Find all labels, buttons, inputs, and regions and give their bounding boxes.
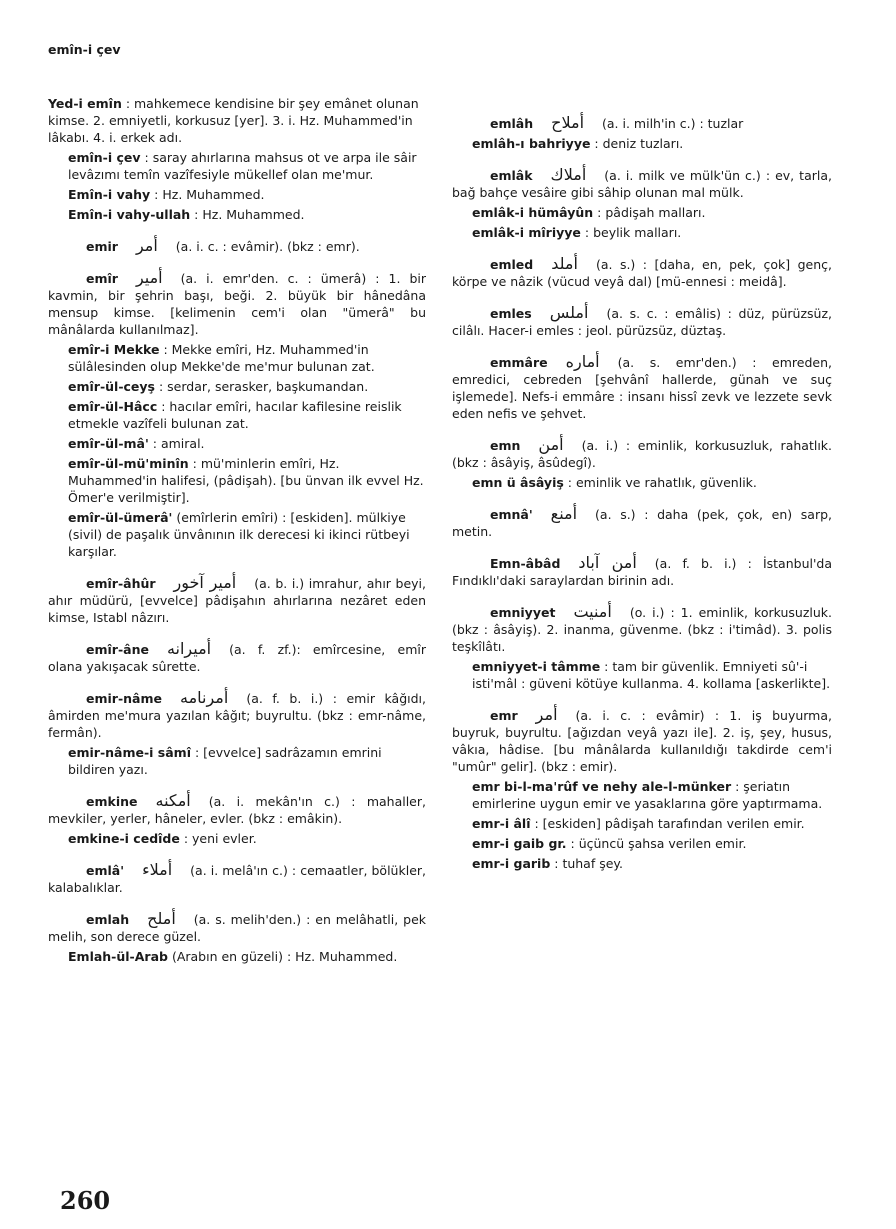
entry-arabic-script: أملاح (551, 113, 585, 132)
entry-definition: : Hz. Muhammed. (150, 187, 265, 202)
entry-definition: (a. s. melih'den.) : en melâhatli, pek melih, son derece güzel. (48, 912, 426, 944)
dictionary-entry (452, 304, 832, 339)
page-number: 260 (60, 1186, 111, 1215)
dictionary-entry (48, 861, 426, 896)
entry-arabic-script: أمنيت (573, 602, 612, 621)
entry-arabic-script: أمر (135, 236, 158, 255)
dictionary-entry (48, 830, 426, 847)
running-header: emîn-i çev (48, 42, 121, 57)
dictionary-entry (48, 574, 426, 626)
dictionary-entry (48, 237, 426, 255)
entry-arabic-script: أملاك (550, 165, 587, 184)
entry-headword: emn ü âsâyiş (472, 475, 564, 490)
entry-headword: emlâk (490, 168, 533, 183)
entry-definition: (a. i.) : eminlik, korkusuzluk, rahatlık. (bkz : âsâyiş, âsûdegî). (452, 438, 832, 470)
entry-headword: emîr-âhûr (86, 576, 156, 591)
entry-definition: : serdar, serasker, başkumandan. (155, 379, 369, 394)
entry-headword: emlah (86, 912, 130, 927)
entry-headword: Emîn-i vahy (68, 187, 151, 202)
entry-headword: emîr (86, 271, 118, 286)
dictionary-entry (452, 835, 832, 852)
entry-headword: emîn-i çev (68, 150, 141, 165)
entry-definition: (a. f. b. i.) : emir kâğıdı, âmirden me'mura yazılan kâğıt; buyrultu. (bkz : emr-nâme, fermân). (48, 691, 426, 740)
entry-definition: (a. s. c. : emâlis) : düz, pürüzsüz, cilâlı. Hacer-i emles : jeol. pürüzsüz, düztaş. (452, 306, 832, 338)
dictionary-entry (48, 149, 426, 183)
entry-arabic-script: أملد (551, 254, 578, 273)
entry-headword: emled (490, 257, 534, 272)
entry-arabic-script: أمكنه (155, 791, 191, 810)
entry-definition: (a. i. milh'in c.) : tuzlar (602, 116, 744, 131)
entry-definition: : [eskiden] pâdişah tarafından verilen emir. (530, 816, 805, 831)
entry-arabic-script: أملاء (142, 860, 173, 879)
entry-definition: : mü'minlerin emîri, Hz. Muhammed'in halifesi, (pâdişah). [bu ünvan ilk evvel Hz. Ömer'e verilmiştir]. (68, 456, 424, 505)
dictionary-entry (452, 224, 832, 241)
entry-headword: emkine-i cedîde (68, 831, 180, 846)
dictionary-entry (452, 603, 832, 655)
dictionary-entry (452, 855, 832, 872)
dictionary-entry (452, 204, 832, 221)
dictionary-entry (452, 554, 832, 589)
dictionary-entry (48, 744, 426, 778)
dictionary-entry (452, 474, 832, 491)
entry-definition: (a. s. emr'den.) : emreden, emredici, cebreden [şehvânî hallerde, günah ve suç işlemede]. Nefs-i emmâre : insanı hissî zevk ve lezzete sevk eden nefis ve şehvet. (452, 355, 832, 421)
entry-arabic-script: أمن (538, 435, 564, 454)
entry-definition: : üçüncü şahsa verilen emir. (566, 836, 747, 851)
entry-arabic-script: أماره (565, 352, 600, 371)
entry-headword: emir-nâme-i sâmî (68, 745, 191, 760)
dictionary-entry (48, 95, 426, 146)
entry-definition: (a. i. c. : evâmir) : 1. iş buyurma, buyruk, buyrultu. [ağızdan veyâ yazı ile]. 2. iş, şey, husus, vâkıa, hâdise. [bu mânâlarda kullanıldığı takdirde cem'i "umûr" gelir]. (bkz : emir). (452, 708, 832, 774)
entry-headword: emr-i gaib gr. (472, 836, 567, 851)
dictionary-entry (48, 341, 426, 375)
entry-headword: emr (490, 708, 518, 723)
entry-headword: emr-i garib (472, 856, 551, 871)
entry-definition: (a. i. c. : evâmir). (bkz : emr). (175, 239, 360, 254)
entry-definition: : [evvelce] sadrâzamın emrini bildiren yazı. (68, 745, 382, 777)
entry-arabic-script: أمير (135, 268, 163, 287)
dictionary-entry (48, 269, 426, 338)
entry-arabic-script: أملس (549, 303, 589, 322)
entry-headword: emlâ' (86, 863, 125, 878)
dictionary-entry (48, 792, 426, 827)
entry-definition: (a. i. mekân'ın c.) : mahaller, mevkiler, yerler, hâneler, evler. (bkz : emâkin). (48, 794, 426, 826)
entry-headword: emkine (86, 794, 138, 809)
entry-arabic-script: أمير آخور (173, 573, 237, 592)
entry-definition: (a. b. i.) imrahur, ahır beyi, ahır müdürü, [evvelce] pâdişahın ahırlarına nezâret eden kimse, Istabl nâzırı. (48, 576, 426, 625)
entry-definition: (o. i.) : 1. eminlik, korkusuzluk. (bkz : âsâyiş). 2. inanma, güvenme. (bkz : i'timâd). 3. polis teşkîlâtı. (452, 605, 832, 654)
entry-definition: : mahkemece kendisine bir şey emânet olunan kimse. 2. emniyetli, korkusuz [yer]. 3. i. Hz. Muhammed'in lâkabı. 4. i. erkek adı. (48, 96, 419, 145)
entry-definition: : saray ahırlarına mahsus ot ve arpa ile sâir levâzımı temîn vazîfesiyle mükellef olan me'mur. (68, 150, 417, 182)
entry-definition: (emîrlerin emîri) : [eskiden]. mülkiye (sivil) de paşalık ünvânının ilk derecesi ki ikinci rütbeyi karşılar. (68, 510, 410, 559)
entry-arabic-script: أمنع (550, 504, 578, 523)
dictionary-entry (452, 353, 832, 422)
dictionary-entry (48, 435, 426, 452)
right-column (452, 100, 832, 875)
entry-arabic-script: أملح (147, 909, 176, 928)
dictionary-entry (48, 378, 426, 395)
entry-headword: emir-nâme (86, 691, 162, 706)
dictionary-entry (48, 640, 426, 675)
entry-definition: : şeriatın emirlerine uygun emir ve yasaklarına göre yaptırmama. (472, 779, 823, 811)
entry-definition: (a. i. milk ve mülk'ün c.) : ev, tarla, bağ bahçe vesâire gibi sâhip olunan mal mülk. (452, 168, 832, 200)
entry-definition: (a. f. zf.): emîrcesine, emîr olana yakışacak sûrette. (48, 642, 426, 674)
entry-definition: : tuhaf şey. (550, 856, 624, 871)
entry-definition: (a. f. b. i.) : İstanbul'da Fındıklı'daki saraylardan birinin adı. (452, 556, 832, 588)
entry-headword: emles (490, 306, 532, 321)
left-column (48, 95, 426, 968)
entry-definition: (Arabın en güzeli) : Hz. Muhammed. (167, 949, 398, 964)
dictionary-entry (48, 910, 426, 945)
dictionary-entry (452, 658, 832, 692)
entry-headword: emnâ' (490, 507, 533, 522)
entry-headword: Emîn-i vahy-ullah (68, 207, 191, 222)
entry-definition: : yeni evler. (179, 831, 257, 846)
entry-headword: Emlah-ül-Arab (68, 949, 168, 964)
entry-headword: emîr-ül-Hâcc (68, 399, 158, 414)
dictionary-entry (48, 689, 426, 741)
dictionary-entry (452, 166, 832, 201)
entry-headword: emîr-âne (86, 642, 149, 657)
entry-definition: : Hz. Muhammed. (190, 207, 305, 222)
entry-headword: emîr-ül-mü'minîn (68, 456, 189, 471)
dictionary-entry (48, 206, 426, 223)
entry-headword: emîr-ül-mâ' (68, 436, 149, 451)
entry-headword: emr-i âlî (472, 816, 531, 831)
dictionary-entry (48, 186, 426, 203)
entry-headword: Yed-i emîn (48, 96, 122, 111)
entry-headword: emn (490, 438, 521, 453)
entry-headword: emniyyet-i tâmme (472, 659, 601, 674)
entry-headword: emmâre (490, 355, 548, 370)
entry-definition: : amiral. (148, 436, 205, 451)
dictionary-entry (452, 706, 832, 775)
dictionary-entry (452, 778, 832, 812)
entry-headword: emlâh-ı bahriyye (472, 136, 591, 151)
entry-definition: : beylik malları. (580, 225, 682, 240)
entry-definition: (a. s.) : [daha, en, pek, çok] genç, körpe ve nâzik (vücud veyâ dal) [mü-ennesi : meidâ]. (452, 257, 832, 289)
entry-headword: emniyyet (490, 605, 556, 620)
entry-headword: emîr-i Mekke (68, 342, 160, 357)
entry-headword: emlâk-i hümâyûn (472, 205, 594, 220)
entry-arabic-script: أميرانه (166, 639, 212, 658)
entry-definition: : eminlik ve rahatlık, güvenlik. (563, 475, 757, 490)
entry-arabic-script: أمر (535, 705, 558, 724)
entry-definition: : tam bir güvenlik. Emniyeti sû'-i isti'mâl : güveni kötüye kullanma. 4. kollama [askerlikte]. (472, 659, 831, 691)
dictionary-entry (48, 509, 426, 560)
entry-definition: (a. s.) : daha (pek, çok, en) sarp, metin. (452, 507, 832, 539)
entry-definition: : hacılar emîri, hacılar kafilesine reislik etmekle vazîfeli bulunan zat. (68, 399, 402, 431)
dictionary-entry (452, 114, 832, 132)
entry-arabic-script: أمن آباد (578, 553, 637, 572)
entry-arabic-script: أمرنامه (179, 688, 229, 707)
dictionary-entry (452, 815, 832, 832)
dictionary-entry (48, 455, 426, 506)
entry-definition: (a. i. melâ'ın c.) : cemaatler, bölükler, kalabalıklar. (48, 863, 426, 895)
entry-headword: emîr-ül-ümerâ' (68, 510, 173, 525)
entry-definition: : deniz tuzları. (590, 136, 684, 151)
entry-headword: emlâh (490, 116, 534, 131)
dictionary-entry (452, 255, 832, 290)
dictionary-entry (48, 948, 426, 965)
entry-headword: emlâk-i mîriyye (472, 225, 581, 240)
entry-definition: : Mekke emîri, Hz. Muhammed'in sülâlesinden olup Mekke'de me'mur bulunan zat. (68, 342, 375, 374)
dictionary-entry (452, 135, 832, 152)
dictionary-entry (48, 398, 426, 432)
entry-headword: emîr-ül-ceyş (68, 379, 155, 394)
entry-definition: : pâdişah malları. (593, 205, 706, 220)
entry-definition: (a. i. emr'den. c. : ümerâ) : 1. bir kavmin, bir şehrin başı, beği. 2. büyük bir hânedâna mensup kimse. [kelimenin cem'i olan "ümerâ" bu mânâlarda kullanılmaz]. (48, 271, 426, 337)
dictionary-entry (452, 505, 832, 540)
entry-headword: emr bi-l-ma'rûf ve nehy ale-l-münker (472, 779, 732, 794)
entry-headword: Emn-âbâd (490, 556, 561, 571)
dictionary-entry (452, 436, 832, 471)
entry-headword: emir (86, 239, 118, 254)
